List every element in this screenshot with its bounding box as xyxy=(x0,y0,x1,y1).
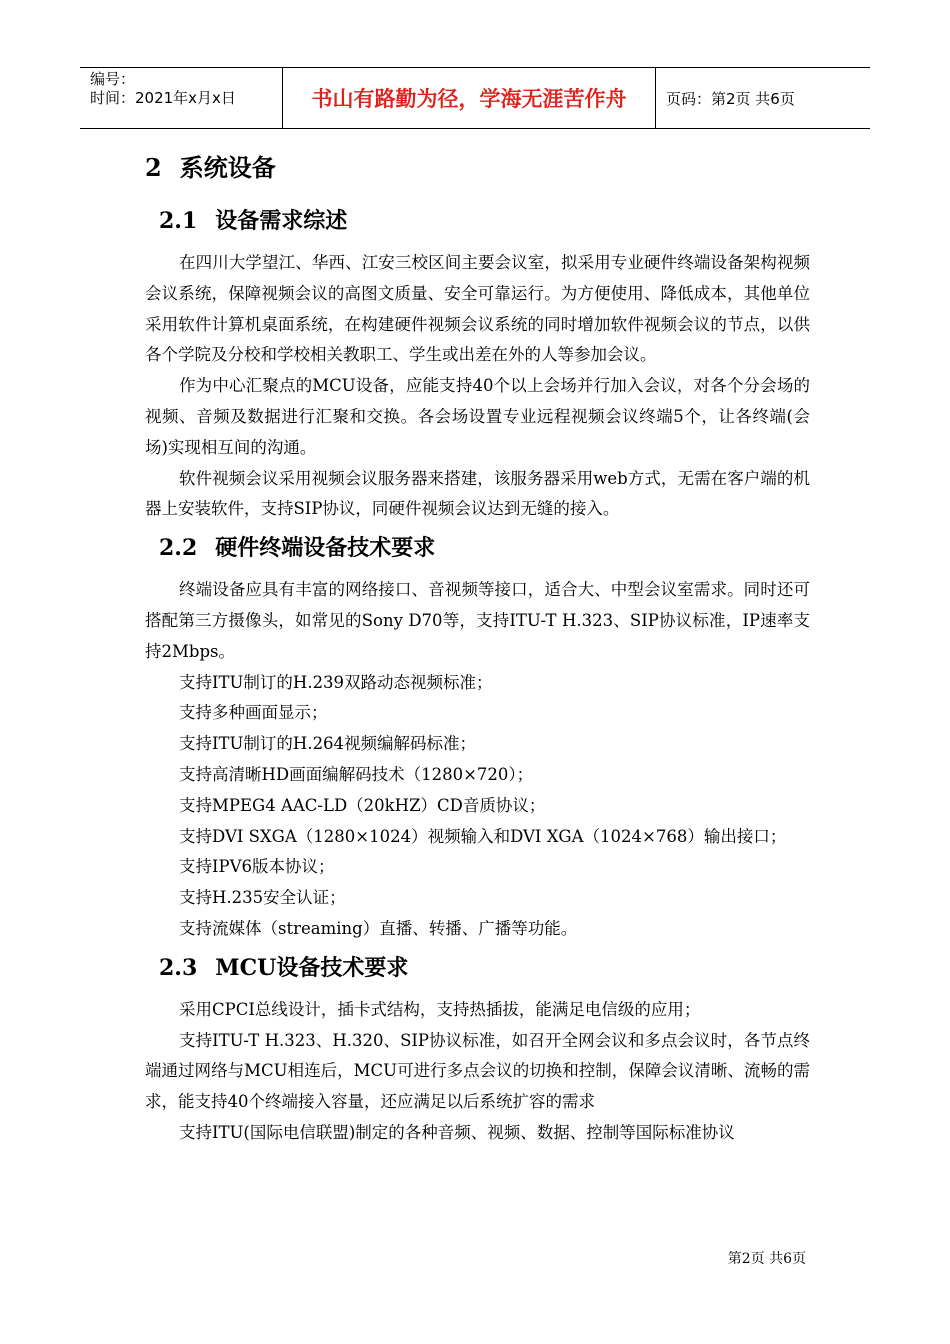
paragraph: 软件视频会议采用视频会议服务器来搭建，该服务器采用web方式，无需在客户端的机器上安装软件，支持SIP协议，同硬件视频会议达到无缝的接入。 xyxy=(145,468,810,519)
list-item: 支持流媒体（streaming）直播、转播、广播等功能。 xyxy=(179,918,578,938)
paragraph: 作为中心汇聚点的MCU设备，应能支持40个以上会场并行加入会议，对各个分会场的视频、音频及数据进行汇聚和交换。各会场设置专业远程视频会议终端5个，让各终端(会场)实现相互间的沟通。 xyxy=(145,376,810,457)
subsection-2-3 xyxy=(145,947,810,1149)
subsection-2-1 xyxy=(145,200,810,525)
page-header xyxy=(80,67,870,129)
list-item: 支持MPEG4 AAC-LD（20kHZ）CD音质协议； xyxy=(179,795,546,815)
paragraph: 支持ITU-T H.323、H.320、SIP协议标准，如召开全网会议和多点会议时，各节点终端通过网络与MCU相连后，MCU可进行多点会议的切换和控制，保障会议清晰、流畅的需求，能支持40个终端接入容量，还应满足以后系统扩容的需求 xyxy=(145,1030,810,1112)
paragraph: 在四川大学望江、华西、江安三校区间主要会议室，拟采用专业硬件终端设备架构视频会议系统，保障视频会议的高图文质量、安全可靠运行。为方便使用、降低成本，其他单位采用软件计算机桌面系统，在构建硬件视频会议系统的同时增加软件视频会议的节点，以供各个学院及分校和学校相关教职工、学生或出差在外的人等参加会议。 xyxy=(145,253,810,365)
subsection-number: 2.3 xyxy=(159,954,198,981)
subsection-title: MCU设备技术要求 xyxy=(215,954,409,981)
section-number: 2 xyxy=(145,153,162,182)
list-item: 支持IPV6版本协议； xyxy=(179,857,335,877)
subsection-heading xyxy=(159,200,810,242)
document-number-label: 编号： xyxy=(90,70,136,88)
subsection-title: 设备需求综述 xyxy=(215,208,348,234)
paragraph: 采用CPCI总线设计，插卡式结构，支持热插拔，能满足电信级的应用； xyxy=(179,999,701,1019)
subsection-title: 硬件终端设备技术要求 xyxy=(215,535,436,562)
paragraph: 终端设备应具有丰富的网络接口、音视频等接口，适合大、中型会议室需求。同时还可搭配第三方摄像头，如常见的Sony D70等，支持ITU-T H.323、SIP协议标准，IP速率支持2Mbps。 xyxy=(145,580,810,661)
list-item: 支持ITU制订的H.264视频编解码标准； xyxy=(179,734,477,754)
subsection-2-2 xyxy=(145,527,810,945)
header-meta xyxy=(80,68,282,128)
header-page-info: 页码：第2页 共6页 xyxy=(666,89,795,108)
subsection-heading xyxy=(159,947,810,989)
list-item: 支持DVI SXGA（1280×1024）视频输入和DVI XGA（1024×768）输出接口； xyxy=(179,826,787,846)
subsection-heading xyxy=(159,527,810,569)
list-item: 支持多种画面显示； xyxy=(179,703,328,723)
header-motto: 书山有路勤为径，学海无涯苦作舟 xyxy=(282,68,656,128)
list-item: 支持ITU制订的H.239双路动态视频标准； xyxy=(179,672,493,692)
document-body xyxy=(145,148,810,1149)
section-heading xyxy=(145,148,810,188)
list-item: 支持H.235安全认证； xyxy=(179,888,346,908)
section-title: 系统设备 xyxy=(179,153,276,182)
subsection-number: 2.2 xyxy=(159,535,198,562)
document-time-label: 时间：2021年x月x日 xyxy=(90,89,236,107)
paragraph: 支持ITU(国际电信联盟)制定的各种音频、视频、数据、控制等国际标准协议 xyxy=(179,1122,735,1142)
subsection-number: 2.1 xyxy=(159,208,198,234)
list-item: 支持高清晰HD画面编解码技术（1280×720）； xyxy=(179,764,534,784)
page-footer: 第2页 共6页 xyxy=(727,1251,806,1267)
